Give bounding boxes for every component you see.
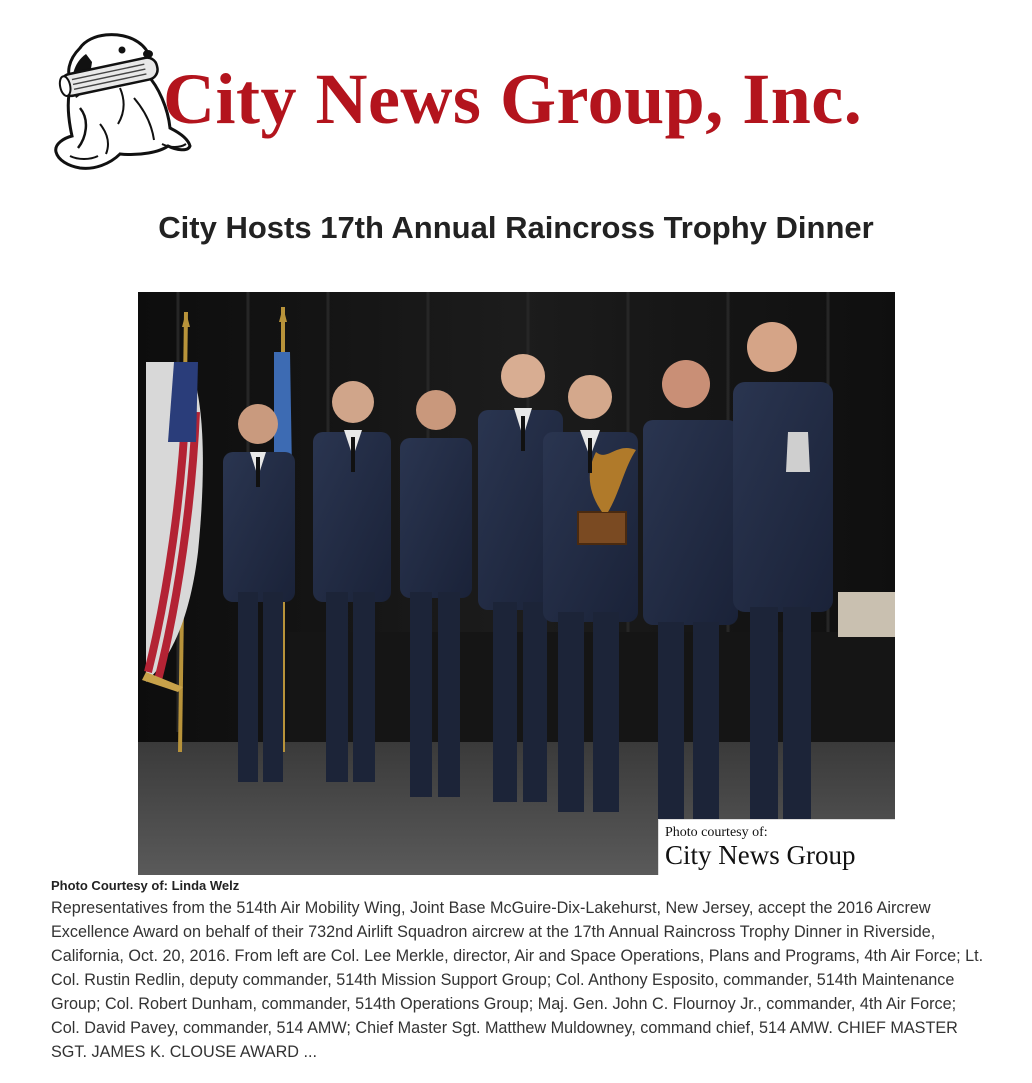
brand-name: City News Group, Inc. bbox=[163, 59, 863, 139]
award-ceremony-photo-icon bbox=[138, 292, 895, 875]
watermark-brand: City News Group bbox=[665, 840, 856, 870]
article-title: City Hosts 17th Annual Raincross Trophy Dinner bbox=[158, 210, 874, 245]
article-body: Representatives from the 514th Air Mobility Wing, Joint Base McGuire-Dix-Lakehurst, New Jersey, accept the 2016 Aircrew Excellence Award on behalf of their 732nd Airlift Squadron aircrew at the 17th Annual Raincross Trophy Dinner in Riverside, California, Oct. 20, 2016. From left are Col. Lee Merkle, director, Air and Space Operations, Plans and Programs, 4th Air Force; Lt. Col. Rustin Redlin, deputy commander, 514th Mission Support Group; Col. Anthony Esposito, commander, 514th Maintenance Group; Col. Robert Dunham, commander, 514th Operations Group; Maj. Gen. John C. Flournoy Jr., commander, 4th Air Force; Col. David Pavey, commander, 514 AMW; Chief Master Sgt. Matthew Muldowney, command chief, 514 AMW. CHIEF MASTER SGT. JAMES K. CLOUSE AWARD ... bbox=[51, 899, 984, 1061]
photo-watermark bbox=[658, 819, 895, 875]
watermark-label: Photo courtesy of: bbox=[665, 825, 768, 840]
photo-credit: Photo Courtesy of: Linda Welz bbox=[51, 878, 240, 893]
article-photo bbox=[138, 292, 895, 875]
masthead bbox=[50, 28, 980, 178]
